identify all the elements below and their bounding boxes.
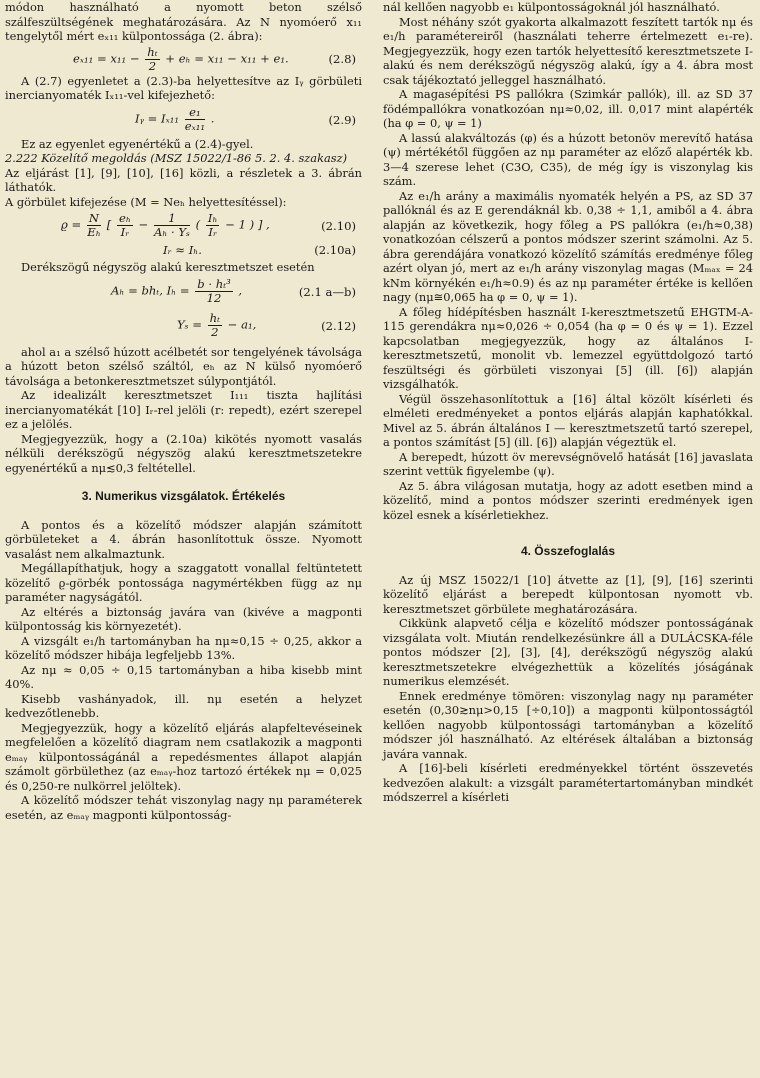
equation-number: (2.12) xyxy=(321,318,356,333)
section-heading: 2.222 Közelítő megoldás (MSZ 15022/1-86 5. 2. 4. szakasz) xyxy=(5,151,348,165)
paragraph: A pontos és a közelítő módszer alapján számított görbületeket a 4. ábrán hasonlítottuk össze. Nyomott vasalást nem alkalmaztunk. xyxy=(5,517,362,561)
paragraph: Ez az egyenlet egyenértékű a (2.4)-gyel. xyxy=(21,136,254,151)
paragraph: A lassú alakváltozás (φ) és a húzott betonöv merevítő hatása (ψ) mértékétől függően az nμ paraméter az előző alapérték kb. 3—4 szerese lehet (C3O, C35), de még így is viszonylag kis szám. xyxy=(383,130,753,188)
equation-fraction xyxy=(206,212,220,239)
paragraph: A magasépítési PS pallókra (Szimkár pallók), ill. az SD 37 födémpallókra vonatkozóan nμ≈0,02, ill. 0,017 mint alapérték (ha φ = 0, ψ = 1) xyxy=(383,87,753,130)
equation-lhs: Yₛ = xyxy=(177,317,202,331)
equation-2-12 xyxy=(5,309,362,345)
equation-fraction xyxy=(154,212,190,239)
fraction-numerator: Iₕ xyxy=(207,211,218,225)
equation-rhs: − 1 ) ] , xyxy=(225,217,270,232)
paragraph: A közelítő módszer tehát viszonylag nagy nμ paraméterek esetén, az eₘₐᵧ magponti külpontosság- xyxy=(5,793,362,822)
equation-fraction xyxy=(117,212,133,239)
right-column xyxy=(383,0,753,805)
equation-fraction xyxy=(195,278,232,305)
paragraph: A berepedt, húzott öv merevségnövelő hatását [16] javaslata szerint vettük figyelembe (ψ). xyxy=(383,449,753,478)
fraction-denominator: eₓ₁₁ xyxy=(184,118,205,133)
equation-fraction xyxy=(208,312,222,339)
fraction-numerator: 1 xyxy=(154,212,190,226)
fraction-numerator: hₜ xyxy=(209,310,220,325)
fraction-numerator: eₕ xyxy=(118,211,131,225)
paragraph: Megállapíthatjuk, hogy a szaggatott vonallal feltüntetett közelítő ϱ-görbék pontossága nagymértékben függ az nμ paraméter nagyságától. xyxy=(5,561,362,604)
bracket: ( xyxy=(195,217,201,232)
paragraph: nál kellően nagyobb e₁ külpontosságoknál jól használható. xyxy=(383,0,720,14)
equation-lhs: ϱ = xyxy=(61,217,82,232)
paragraph: A (2.7) egyenletet a (2.3)-ba helyettesítve az Iᵧ görbületi inercianyomaték Iₓ₁₁-vel kifejezhető: xyxy=(5,73,362,102)
paragraph: Az új MSZ 15022/1 [10] átvette az [1], [9], [16] szerinti közelítő eljárást a berepedt külpontosan nyomott vb. keresztmetszet görbülete meghatározására. xyxy=(383,572,753,616)
equation-2-10a xyxy=(5,243,362,260)
paragraph: Az idealizált keresztmetszet I₁₁₁ tiszta hajlítási inercianyomatékát [10] Iᵣ-rel jelöli (r: repedt), ezért szerepel ez a jelölés. xyxy=(5,388,362,431)
equation-fraction xyxy=(185,106,205,133)
paragraph: Most néhány szót gyakorta alkalmazott feszített tartók nμ és e₁/h paramétereiről (használati teherre értelmezett e₁-re). Megjegyezzük, hogy ezen tartók helyettesítő keresztmetszete I-alakú és nem derékszögű négyszög alakú, így a 4. ábra most csak tájékoztató jelleggel használható. xyxy=(383,14,753,87)
equation-number: (2.1 a—b) xyxy=(298,284,356,299)
operator: − xyxy=(138,217,149,232)
paragraph: A vizsgált e₁/h tartományban ha nμ≈0,15 ÷ 0,25, akkor a közelítő módszer hibája legfeljebb 13%. xyxy=(5,633,362,662)
section-heading: 3. Numerikus vizsgálatok. Értékelés xyxy=(81,489,286,503)
fraction-denominator: Iᵣ xyxy=(208,225,217,239)
equation-body: Iᵣ ≈ Iₕ. xyxy=(163,243,202,257)
fraction-numerator: b · hₜ³ xyxy=(197,276,231,291)
fraction-denominator: Eₕ xyxy=(87,225,101,239)
paragraph: Megjegyezzük, hogy a közelítő eljárás alapfeltevéseinek megfelelően a közelítő diagram nem csatlakozik a magponti eₘₐᵧ külpontosságánál a repedésmentes állapot alapján számolt görbülethez (az eₘₐᵧ-hoz tartozó értékek nμ = 0,025 és 0,250-re nulkörrel jelöltek). xyxy=(5,720,362,793)
equation-number: (2.10a) xyxy=(314,243,356,257)
equation-fraction xyxy=(145,46,159,73)
paragraph: Az e₁/h arány a maximális nyomaték helyén a PS, az SD 37 pallóknál és az E gerendáknál kb. 0,38 ÷ 1,1, amiből a 4. ábra alapján az következik, hogy főleg a PS pallókra (e₁/h≈0,38) vonatkozóan célszerű a pontos módszer szerint számolni. Az 5. ábra gerendájára vonatkozó közelítő számítás eredménye főleg azért olyan jó, mert az e₁/h arány viszonylag magas (Mₘₐₓ = 24 kNm környékén e₁/h≈0.9) és az nμ paraméter értéke is kellően nagy (nμ≅0,065 ha φ = 0, ψ = 1). xyxy=(383,188,753,304)
equation-number: (2.8) xyxy=(328,51,356,66)
bracket: [ xyxy=(106,217,112,232)
paragraph: A főleg hídépítésben használt I-keresztmetszetű EHGTM-A-115 gerendákra nμ≈0,026 ÷ 0,054 (ha φ = 0 és ψ = 1). Ezzel kapcsolatban megjegyezzük, hogy az általános I-keresztmetszetű, monolit vb. lemezzel együttdolgozó tartó feszültségi és görbületi viszonyai [5] (ill. [6]) alapján vizsgálhatók. xyxy=(383,304,753,391)
equation-2-11 xyxy=(5,275,362,309)
paragraph: Ennek eredménye tömören: viszonylag nagy nμ paraméter esetén (0,30≳nμ>0,15 [÷0,10]) a magponti külpontosságtól kellően nagyobb külpontossági tartományban a közelítő módszer jól használható. Az eltérések általában a biztonság javára vannak. xyxy=(383,688,753,761)
paragraph: Az eljárást [1], [9], [10], [16] közli, a részletek a 3. ábrán láthatók. xyxy=(5,165,362,194)
paragraph: Cikkünk alapvető célja e közelítő módszer pontosságának vizsgálata volt. Miután rendelkezésünkre áll a DULÁCSKA-féle pontos módszer [2], [3], [4], derékszögű négyszög alakú keresztmetszetekre elvégezhettük a közelítés jóságának numerikus elemzését. xyxy=(383,616,753,688)
fraction-numerator: e₁ xyxy=(185,106,205,120)
equation-fraction xyxy=(87,212,101,239)
paragraph: Megjegyezzük, hogy a (2.10a) kikötés nyomott vasalás nélküli derékszögű négyszög alakú keresztmetszetekre egyenértékű a nμ≲0,3 feltétellel. xyxy=(5,431,362,475)
equation-lhs: eₓ₁₁ = x₁₁ − xyxy=(73,51,140,65)
equation-2-8 xyxy=(5,44,362,74)
equation-lhs: Iᵧ = Iₓ₁₁ xyxy=(135,111,180,125)
equation-number: (2.10) xyxy=(321,219,356,233)
equation-lhs: Aₕ = bhₜ, Iₕ = xyxy=(111,283,190,297)
equation-2-9 xyxy=(5,103,362,137)
equation-rhs: . xyxy=(210,111,215,125)
fraction-numerator: hₜ xyxy=(147,44,158,59)
paragraph: Az 5. ábra világosan mutatja, hogy az adott esetben mind a közelítő, mind a pontos módszer szerinti eredmények igen közel esnek a kísérletiekhez. xyxy=(383,478,753,522)
equation-2-10 xyxy=(5,209,362,243)
paragraph: A [16]-beli kísérleti eredményekkel történt összevetés kedvezően alakult: a vizsgált paramétertartományban mindkét módszerrel a kísérleti xyxy=(383,761,753,804)
equation-number: (2.9) xyxy=(328,112,356,127)
paragraph: Kisebb vashányadok, ill. nμ esetén a helyzet kedvezőtlenebb. xyxy=(5,691,362,720)
paragraph: módon használható a nyomott beton szélső szálfeszültségének meghatározására. Az N nyomóerő x₁₁ tengelytől mért eₓ₁₁ külpontossága (2. ábra): xyxy=(5,0,362,43)
fraction-denominator: 2 xyxy=(148,58,157,73)
fraction-denominator: Iᵣ xyxy=(120,225,130,239)
paragraph: ahol a₁ a szélső húzott acélbetét sor tengelyének távolsága a húzott beton szélső száltól, eₕ az N külső nyomóerő távolsága a betonkeresztmetszet súlypontjától. xyxy=(5,344,362,388)
paragraph: Az eltérés a biztonság javára van (kivéve a magponti külpontosság kis környezetét). xyxy=(5,604,362,633)
fraction-denominator: 2 xyxy=(211,324,219,339)
equation-rhs: + eₕ = x₁₁ − x₁₁ + e₁. xyxy=(165,51,289,65)
fraction-numerator: N xyxy=(88,211,100,225)
left-column xyxy=(5,0,362,822)
equation-rhs: , xyxy=(238,283,243,297)
fraction-denominator: 12 xyxy=(206,290,222,305)
paragraph: Derékszögű négyszög alakú keresztmetszet esetén xyxy=(21,260,315,274)
section-heading: 4. Összefoglalás xyxy=(520,544,616,558)
paragraph: Az nμ ≈ 0,05 ÷ 0,15 tartományban a hiba kisebb mint 40%. xyxy=(5,662,362,691)
fraction-denominator: Aₕ · Yₛ xyxy=(153,225,190,239)
paragraph: Végül összehasonlítottuk a [16] által közölt kísérleti és elméleti eredményeket a pontos eljárás alapján kaphatókkal. Mivel az 5. ábrán általános I — keresztmetszetű tartó szerepel, a pontos számítást [5] (ill. [6]) alapján végeztük el. xyxy=(383,391,753,449)
paragraph: A görbület kifejezése (M = Neₕ helyettesítéssel): xyxy=(5,194,287,209)
equation-rhs: − a₁, xyxy=(227,317,257,331)
